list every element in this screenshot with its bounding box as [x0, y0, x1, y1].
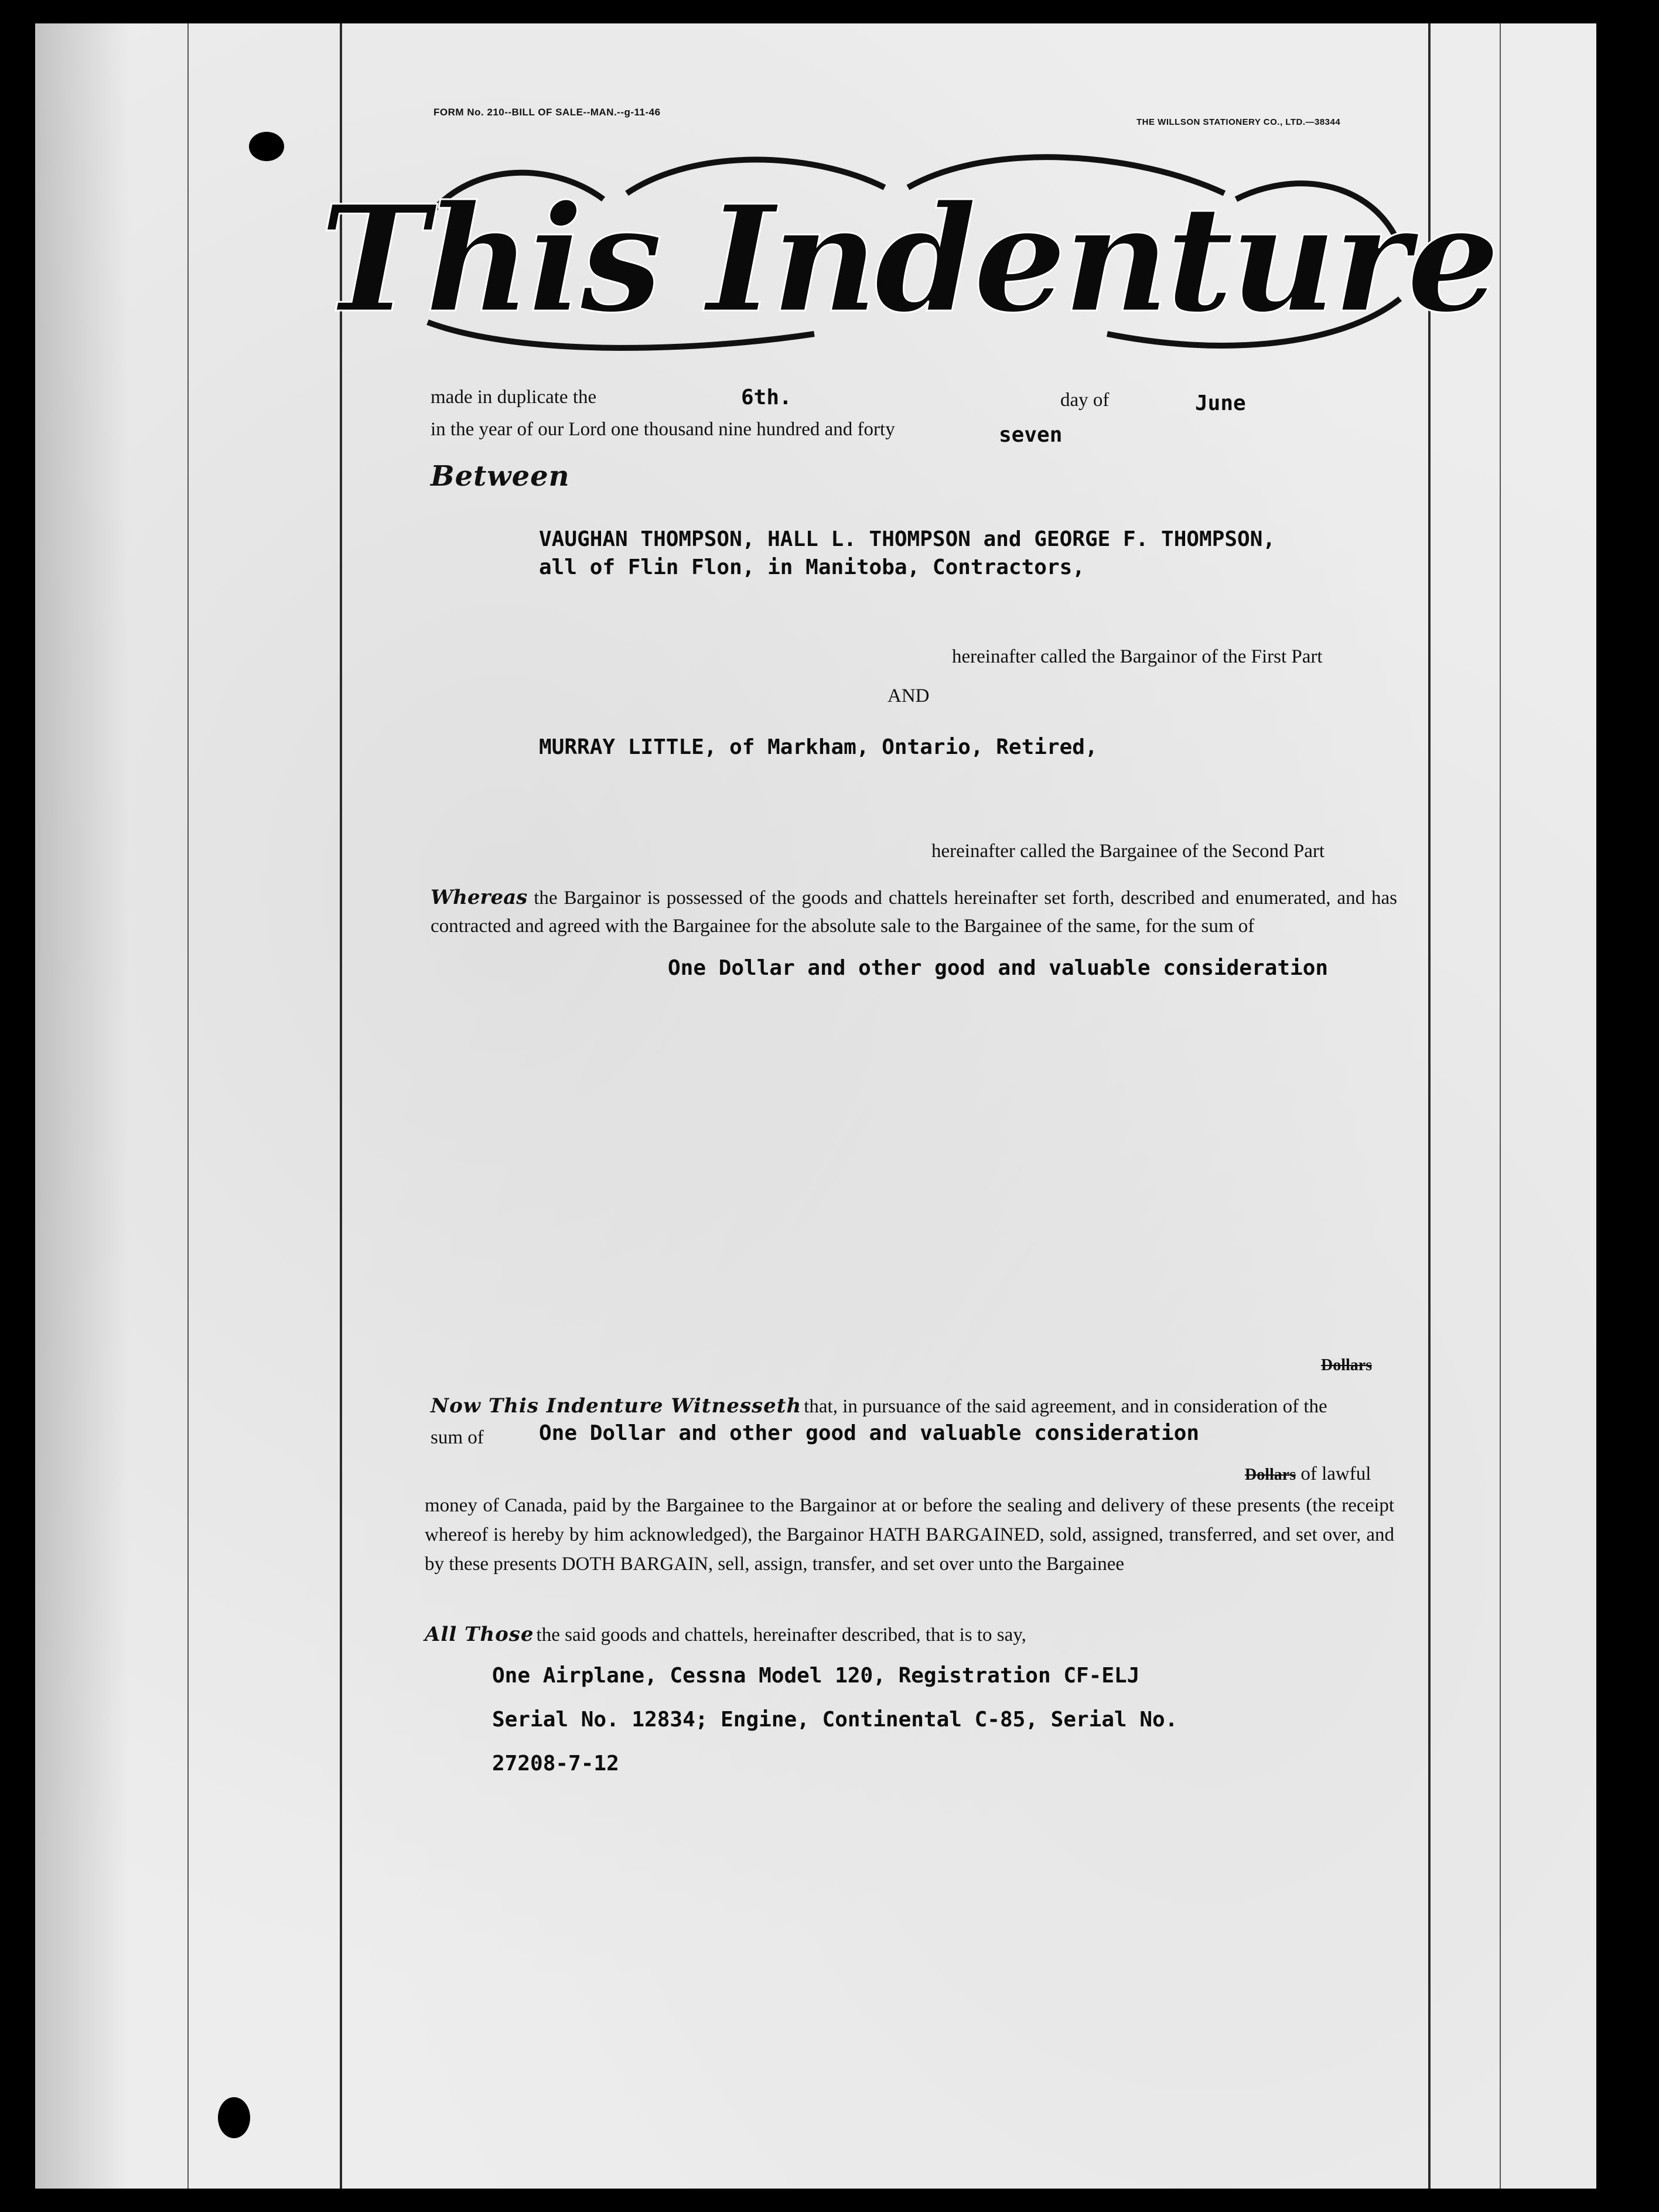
left-binding-rule: [340, 23, 342, 2189]
all-those-line: [425, 1623, 1026, 1646]
goods-line-2: Serial No. 12834; Engine, Continental C-85, Serial No.: [492, 1708, 1178, 1732]
left-margin-rule: [187, 23, 189, 2189]
whereas-sum: One Dollar and other good and valuable consideration: [668, 956, 1329, 980]
between-label: Between: [431, 460, 570, 493]
witnesseth-dollars-line: [1245, 1463, 1371, 1485]
year-prefix: in the year of our Lord one thousand nine hundred and forty: [431, 419, 895, 440]
date-prefix: made in duplicate the: [431, 387, 597, 408]
page-edge-shadow: [35, 23, 129, 2189]
indenture-title-ornament: [319, 146, 1497, 369]
whereas-text: the Bargainor is possessed of the goods and chattels hereinafter set forth, described and enumerated, and has contracted and agreed with the Bargainee for the absolute sale to the Bargainee of the same, for the sum of: [431, 887, 1398, 937]
scan-mark: [1599, 674, 1611, 779]
goods-line-3: 27208-7-12: [492, 1752, 619, 1776]
witnesseth-text1: that, in pursuance of the said agreement, and in consideration of the: [804, 1396, 1327, 1417]
first-party-line2: all of Flin Flon, in Manitoba, Contractors,: [539, 555, 1085, 579]
first-party-role: hereinafter called the Bargainor of the First Part: [952, 646, 1323, 667]
year-suffix: seven: [999, 423, 1063, 447]
right-edge-rule: [1500, 23, 1501, 2189]
and-label: AND: [887, 685, 930, 706]
whereas-paragraph: [431, 883, 1397, 940]
witnesseth-lead: Now This Indenture Witnesseth: [431, 1394, 802, 1418]
second-party-line1: MURRAY LITTLE, of Markham, Ontario, Retired,: [539, 735, 1098, 759]
witnesseth-sum-label: sum of: [431, 1427, 484, 1448]
date-month: June: [1195, 391, 1246, 415]
date-day-of: day of: [1060, 390, 1110, 411]
of-lawful: of lawful: [1300, 1463, 1371, 1484]
witnesseth-line1: [431, 1394, 1327, 1418]
date-day: 6th.: [741, 385, 792, 409]
ink-blot: [249, 132, 284, 161]
title-text: This Indenture: [319, 173, 1497, 345]
all-those-text: the said goods and chattels, hereinafter described, that is to say,: [536, 1624, 1026, 1646]
form-number: FORM No. 210--BILL OF SALE--MAN.--g-11-46: [433, 107, 661, 118]
goods-line-1: One Airplane, Cessna Model 120, Registration CF-ELJ: [492, 1664, 1140, 1688]
second-party-role: hereinafter called the Bargainee of the Second Part: [931, 841, 1325, 862]
ink-blot: [218, 2097, 250, 2138]
right-margin-rule: [1428, 23, 1431, 2189]
whereas-lead: Whereas: [431, 886, 528, 909]
all-those-lead: All Those: [425, 1623, 534, 1646]
first-party-line1: VAUGHAN THOMPSON, HALL L. THOMPSON and GEORGE F. THOMPSON,: [539, 527, 1276, 551]
witnesseth-body: money of Canada, paid by the Bargainee to the Bargainor at or before the sealing and delivery of these presents (the receipt whereof is hereby by him acknowledged), the Bargainor HATH BARGAINED, sold, assigned, transferred, and set over, and by these presents DOTH BARGAIN, sell, assign, transfer, and set over unto the Bargainee: [425, 1495, 1394, 1575]
dollars-struck-1: Dollars: [1321, 1356, 1373, 1374]
printer-name: THE WILLSON STATIONERY CO., LTD.—38344: [1136, 117, 1341, 127]
dollars-struck-2: Dollars: [1245, 1466, 1296, 1484]
witnesseth-sum: One Dollar and other good and valuable consideration: [539, 1421, 1200, 1445]
